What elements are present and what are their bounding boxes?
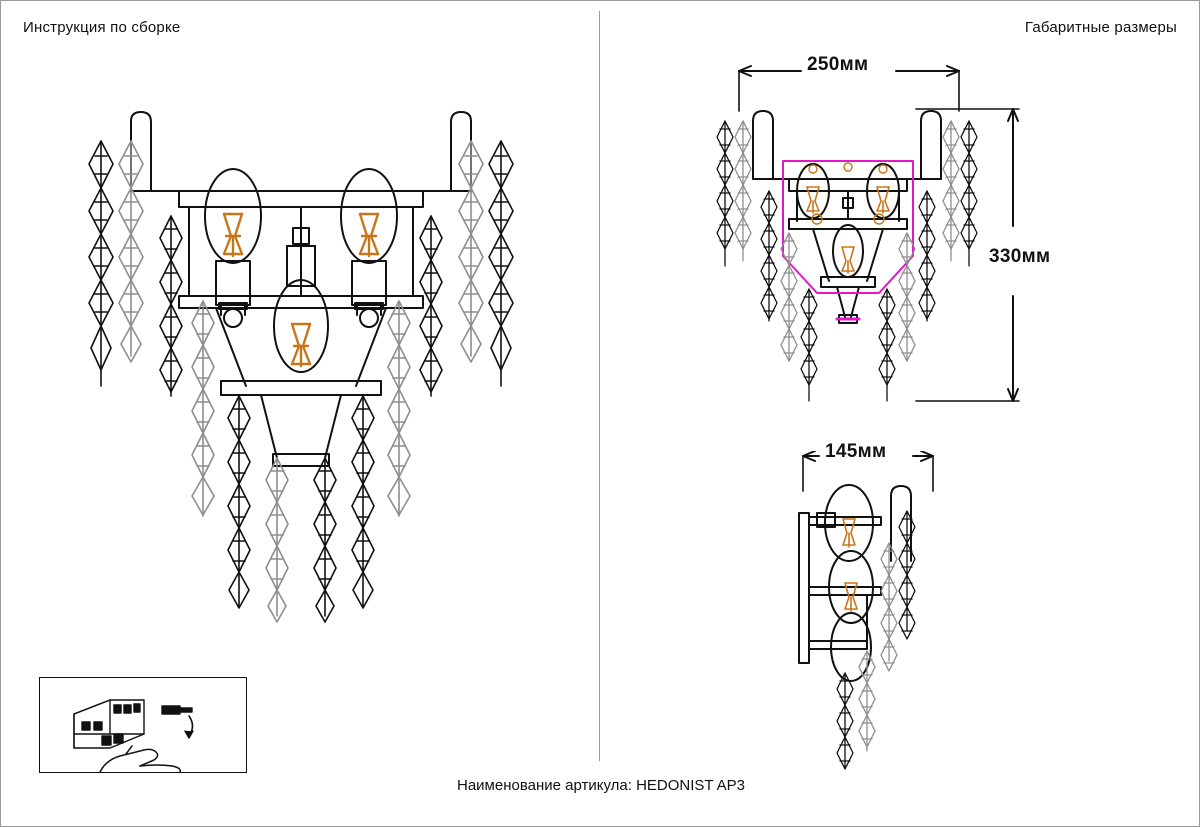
wiring-diagram-icon [40,678,246,772]
depth-dimension-label: 145мм [825,441,887,462]
side-view-dimension-drawing [771,451,1031,771]
height-dimension-label: 330мм [989,246,1051,267]
main-fixture-drawing [61,96,541,636]
article-name-label: Наименование артикула: HEDONIST AP3 [456,777,745,794]
overall-dimensions-label: Габаритные размеры [1024,19,1177,36]
assembly-instruction-label: Инструкция по сборке [23,19,181,36]
wiring-instruction-box [39,677,247,773]
width-dimension-label: 250мм [807,54,869,75]
vertical-divider [599,11,600,761]
